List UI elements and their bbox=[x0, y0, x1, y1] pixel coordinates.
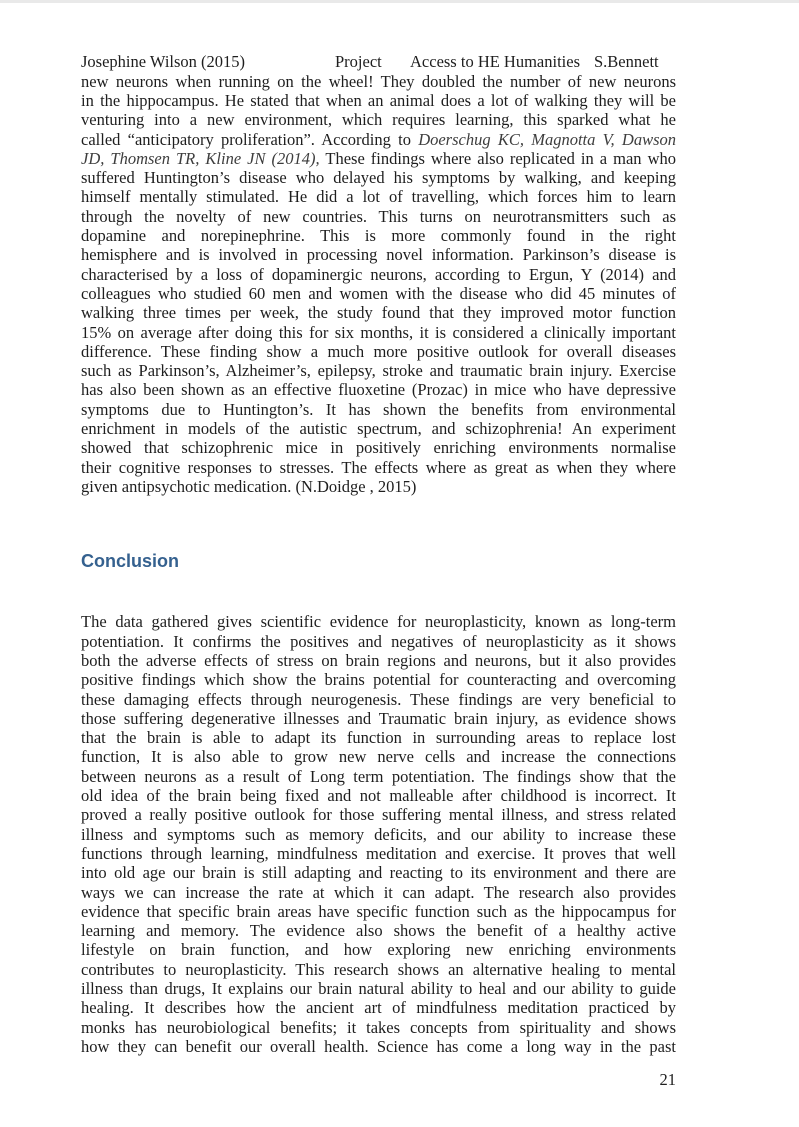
body-line: proved a really positive outlook for those suffering mental illness, and stress related bbox=[81, 805, 676, 825]
body-line: 15% on average after doing this for six months, it is considered a clinically important bbox=[81, 322, 676, 342]
body-line: dopamine and norepinephrine. This is more commonly found in the right bbox=[81, 226, 676, 246]
body-line: these damaging effects through neurogenesis. These findings are very beneficial to bbox=[81, 689, 676, 709]
body-line: difference. These finding show a much more positive outlook for overall diseases bbox=[81, 341, 676, 361]
body-line: hemisphere and is involved in processing novel information. Parkinson’s disease is bbox=[81, 245, 676, 265]
body-text: called “anticipatory proliferation”. According to bbox=[81, 129, 419, 149]
body-line: illness and symptoms such as memory deficits, and our ability to increase these bbox=[81, 824, 676, 844]
body-line: characterised by a loss of dopaminergic neurons, according to Ergun, Y (2014) and bbox=[81, 264, 676, 284]
body-line: positive findings which show the brains potential for counteracting and overcoming bbox=[81, 670, 676, 690]
body-line bbox=[81, 149, 676, 168]
body-line: healing. It describes how the ancient art of mindfulness meditation practiced by bbox=[81, 998, 676, 1018]
body-line: their cognitive responses to stresses. The effects where as great as when they where bbox=[81, 457, 676, 477]
body-line: into old age our brain is still adapting and reacting to its environment and there are bbox=[81, 863, 676, 883]
body-line: how they can benefit our overall health. Science has come a long way in the past bbox=[81, 1036, 676, 1056]
body-line: in the hippocampus. He stated that when an animal does a lot of walking they will be bbox=[81, 90, 676, 110]
body-line: that the brain is able to adapt its function in surrounding areas to replace lost bbox=[81, 728, 676, 748]
page-number: 21 bbox=[659, 1070, 676, 1089]
body-line: new neurons when running on the wheel! They doubled the number of new neurons bbox=[81, 71, 676, 91]
header-course: Access to HE Humanities bbox=[410, 52, 581, 72]
body-line: contributes to neuroplasticity. This research shows an alternative healing to mental bbox=[81, 959, 676, 979]
body-line: given antipsychotic medication. (N.Doidge , 2015) bbox=[81, 476, 417, 496]
body-line: learning and memory. The evidence also shows the benefit of a healthy active bbox=[81, 921, 676, 941]
citation-text: Doerschug KC, Magnotta V, Dawson bbox=[418, 129, 677, 149]
body-line: colleagues who studied 60 men and women with the disease who did 45 minutes of bbox=[81, 283, 676, 303]
body-line: The data gathered gives scientific evidence for neuroplasticity, known as long-term bbox=[81, 612, 676, 632]
body-line: showed that schizophrenic mice in positively enriching environments normalise bbox=[81, 438, 676, 458]
header-author-year: Josephine Wilson (2015) bbox=[81, 52, 246, 72]
body-line: evidence that specific brain areas have specific function such as the hippocampus for bbox=[81, 901, 676, 921]
body-line: old idea of the brain being fixed and not malleable after childhood is incorrect. It bbox=[81, 786, 676, 806]
section-heading-conclusion: Conclusion bbox=[81, 551, 179, 571]
body-line bbox=[81, 130, 676, 149]
conclusion-paragraph bbox=[81, 612, 676, 1056]
body-line: function, It is also able to grow new nerve cells and increase the connections bbox=[81, 747, 676, 767]
body-line: through the novelty of new countries. This turns on neurotransmitters such as bbox=[81, 206, 676, 226]
body-line: potentiation. It confirms the positives and negatives of neuroplasticity as it shows bbox=[81, 631, 676, 651]
body-line: symptoms due to Huntington’s. It has shown the benefits from environmental bbox=[81, 399, 676, 419]
header-tutor: S.Bennett bbox=[594, 52, 659, 72]
body-line: illness than drugs, It explains our brain natural ability to heal and our ability to guide bbox=[81, 978, 676, 998]
body-line: lifestyle on brain function, and how exploring new enriching environments bbox=[81, 940, 676, 960]
citation-text: JD, Thomsen TR, Kline JN (2014), bbox=[81, 148, 320, 168]
body-line: himself mentally stimulated. He did a lot of travelling, which forces him to learn bbox=[81, 187, 676, 207]
page-top-edge bbox=[0, 0, 799, 3]
body-line: such as Parkinson’s, Alzheimer’s, epilepsy, stroke and traumatic brain injury. Exercise bbox=[81, 361, 676, 381]
body-line: monks has neurobiological benefits; it takes concepts from spirituality and shows bbox=[81, 1017, 676, 1037]
body-line: has also been shown as an effective fluoxetine (Prozac) in mice who have depressive bbox=[81, 380, 676, 400]
body-line: suffered Huntington’s disease who delayed his symptoms by walking, and keeping bbox=[81, 168, 676, 188]
body-line: both the adverse effects of stress on brain regions and neurons, but it also provides bbox=[81, 650, 676, 670]
body-line: walking three times per week, the study found that they improved motor function bbox=[81, 303, 676, 323]
running-header bbox=[81, 52, 676, 71]
body-line: between neurons as a result of Long term potentiation. The findings show that the bbox=[81, 766, 676, 786]
body-line: enrichment in models of the autistic spectrum, and schizophrenia! An experiment bbox=[81, 418, 676, 438]
body-line: ways we can increase the rate at which it can adapt. The research also provides bbox=[81, 882, 676, 902]
page-body-top bbox=[81, 52, 676, 496]
body-text: These findings where also replicated in a man who bbox=[319, 148, 676, 168]
body-line: functions through learning, mindfulness meditation and exercise. It proves that well bbox=[81, 843, 676, 863]
body-line: venturing into a new environment, which requires learning, this sparked what he bbox=[81, 110, 676, 130]
header-project-label: Project bbox=[335, 52, 382, 72]
body-line: those suffering degenerative illnesses and Traumatic brain injury, as evidence shows bbox=[81, 708, 676, 728]
